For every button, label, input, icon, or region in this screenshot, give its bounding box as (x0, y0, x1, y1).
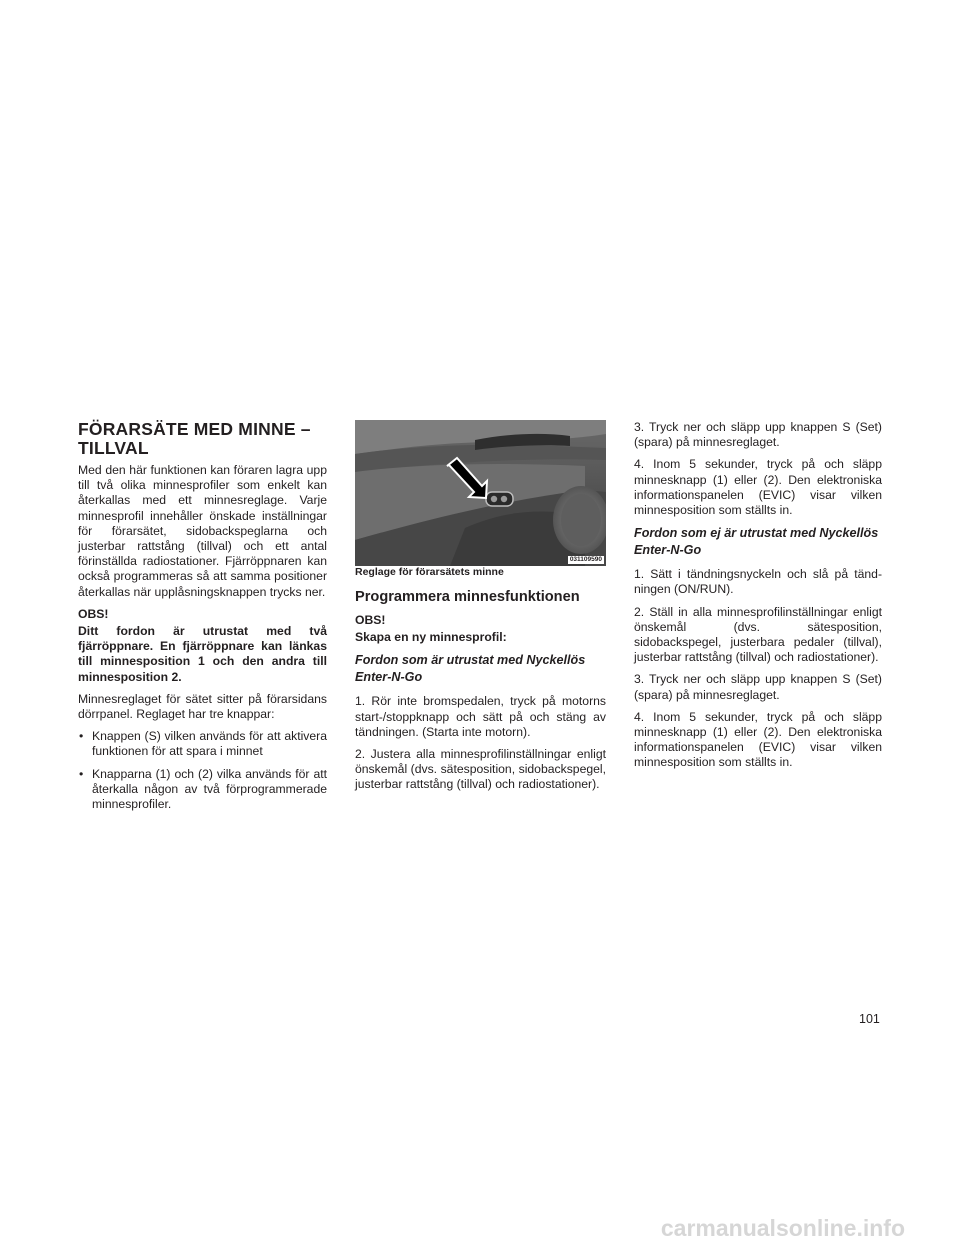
section-heading (78, 420, 327, 458)
obs-label: OBS! (355, 613, 386, 627)
section-title: Programmera minnesfunktionen (355, 589, 580, 605)
new-profile-heading: Skapa en ny minnesprofil: (355, 630, 507, 645)
heading-line-1: FÖRARSÄTE MED MINNE – (78, 419, 311, 439)
subheading-non-keyless (634, 525, 882, 559)
column-middle (355, 420, 606, 800)
bullet-text: Knappen (S) vilken används för att aktivera funktionen för att spara i minnet (92, 729, 327, 759)
obs-label: OBS! (78, 606, 109, 621)
figure-code: 031109590 (569, 556, 602, 563)
subheading-line-1: Fordon som ej är utrustat med Nyckellös (634, 526, 879, 541)
subheading-line-1: Fordon som är utrustat med Nyckellös (355, 653, 586, 668)
column-right (634, 420, 882, 778)
alt-step-4: 4. Inom 5 sekunder, tryck på och släpp minnesknapp (1) eller (2). Den elektroniska informationspanelen (EVIC) visar vilken minnesposition som ställts in. (634, 709, 882, 770)
intro-paragraph: Med den här funktionen kan föraren lagra upp till två olika minnesprofiler som enkelt kan återkallas med ett minnesreglage. Varje minnesprofil innehåller önskade inställningar för förarsätet, sidobackspeglarna och justerbar rattstång (tillval) och ett antal förinställda radiostationer. Fjärröppnaren kan också programmeras så att samma positioner återkallas när upplåsningsknappen trycks ner. (78, 463, 327, 599)
bullet-icon: • (79, 729, 84, 744)
door-panel-photo (355, 420, 606, 566)
heading-line-2: TILLVAL (78, 438, 149, 458)
step-1: 1. Rör inte bromspedalen, tryck på motorns start-/stoppknapp och sätt på och stäng av tändningen. (Starta inte motorn). (355, 694, 606, 739)
watermark-logo (0, 1218, 960, 1242)
panel-paragraph: Minnesreglaget för sätet sitter på förarsidans dörrpanel. Reglaget har tre knappar: (78, 691, 327, 722)
step-3: 3. Tryck ner och släpp upp knappen S (Set) (spara) på minnesreglaget. (634, 420, 882, 450)
list-item (78, 729, 327, 759)
bullet-icon: • (79, 766, 84, 781)
bullet-text: Knapparna (1) och (2) vilka används för att återkalla någon av två förprogrammerade minnesprofiler. (92, 766, 327, 812)
alt-step-3: 3. Tryck ner och släpp upp knappen S (Set) (spara) på minnesreglaget. (634, 672, 882, 702)
figure-caption: Reglage för förarsätets minne (355, 566, 504, 578)
list-item (78, 767, 327, 813)
page-number: 101 (859, 1012, 880, 1026)
alt-step-2: 2. Ställ in alla minnesprofilinställningar enligt önskemål (dvs. sätesposition, sidobackspegel, justerbara pedaler (tillval), justerbar rattstång (tillval) och radiostationer). (634, 604, 882, 665)
obs-text: Ditt fordon är utrustat med två fjärröppnare. En fjärröppnare kan länkas till minnesposition 1 och den andra till minnesposition 2. (78, 624, 327, 684)
subheading-keyless (355, 652, 606, 686)
door-panel-illustration (355, 420, 606, 566)
step-4: 4. Inom 5 sekunder, tryck på och släpp minnesknapp (1) eller (2). Den elektroniska informationspanelen (EVIC) visar vilken minnesposition som ställts in. (634, 457, 882, 518)
column-left (78, 420, 327, 819)
alt-step-1: 1. Sätt i tändningsnyckeln och slå på tändningen (ON/RUN). (634, 567, 882, 597)
subheading-line-2: Enter-N-Go (355, 670, 423, 685)
step-2: 2. Justera alla minnesprofilinställningar enligt önskemål (dvs. sätesposition, sidobackspegel, justerbar rattstång (tillval) och radiostationer). (355, 747, 606, 792)
watermark-text: carmanualsonline.info (660, 1218, 905, 1241)
subheading-line-2: Enter-N-Go (634, 543, 702, 558)
